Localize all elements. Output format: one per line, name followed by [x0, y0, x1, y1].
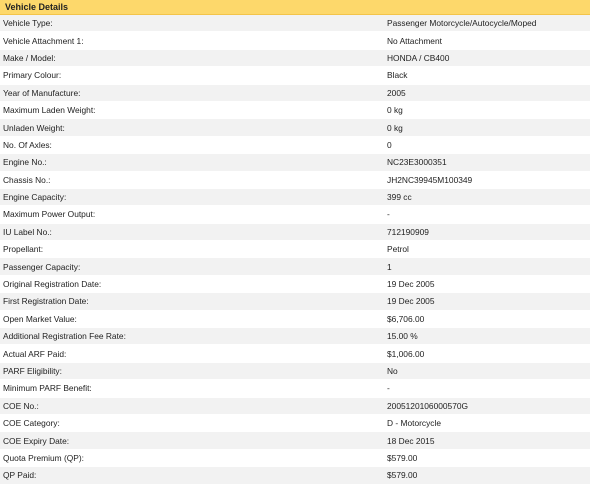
detail-label: Original Registration Date:: [3, 279, 102, 290]
detail-label: Primary Colour:: [3, 70, 62, 81]
detail-value: 399 cc: [387, 192, 412, 203]
detail-value: 2005: [387, 87, 406, 98]
detail-row: [0, 32, 590, 49]
detail-row: [0, 328, 590, 345]
detail-label: Vehicle Attachment 1:: [3, 35, 84, 46]
detail-row: [0, 67, 590, 84]
detail-row: [0, 363, 590, 380]
detail-value: No: [387, 366, 398, 376]
detail-value: Black: [387, 70, 408, 81]
detail-row: [0, 398, 590, 415]
detail-row: [0, 189, 590, 206]
detail-value: Passenger Motorcycle/Autocycle/Moped: [387, 18, 537, 29]
detail-label: IU Label No.:: [3, 226, 52, 237]
detail-value: No Attachment: [387, 35, 442, 46]
detail-label: Passenger Capacity:: [3, 261, 81, 272]
detail-value: NC23E3000351: [387, 157, 447, 168]
detail-row: [0, 15, 590, 32]
detail-label: COE Expiry Date:: [3, 435, 70, 446]
detail-row: [0, 276, 590, 293]
detail-row: [0, 345, 590, 362]
detail-value: $1,006.00: [387, 348, 425, 359]
detail-value: 712190909: [387, 226, 429, 237]
detail-label: Maximum Power Output:: [3, 209, 96, 220]
detail-row: [0, 432, 590, 449]
detail-row: [0, 119, 590, 136]
detail-label: Make / Model:: [3, 52, 56, 63]
detail-value: JH2NC39945M100349: [387, 174, 473, 185]
detail-value: 19 Dec 2005: [387, 279, 435, 290]
detail-value: 0: [387, 139, 392, 150]
detail-label: Maximum Laden Weight:: [3, 105, 96, 116]
detail-value: $579.00: [387, 452, 418, 463]
detail-row: [0, 467, 590, 484]
detail-label: Year of Manufacture:: [3, 87, 81, 98]
detail-label: Actual ARF Paid:: [3, 348, 67, 359]
detail-row: [0, 206, 590, 223]
detail-value: $6,706.00: [387, 313, 425, 324]
detail-value: -: [387, 383, 390, 394]
detail-row: [0, 241, 590, 258]
detail-label: Vehicle Type:: [3, 18, 53, 29]
detail-value: -: [387, 209, 390, 220]
detail-row: [0, 311, 590, 328]
detail-value: 0 kg: [387, 105, 403, 116]
detail-value: 1: [387, 261, 392, 272]
detail-label: Additional Registration Fee Rate:: [3, 331, 126, 342]
detail-label: First Registration Date:: [3, 296, 89, 307]
detail-row: [0, 224, 590, 241]
detail-value: D - Motorcycle: [387, 418, 441, 429]
detail-value: 0 kg: [387, 122, 403, 133]
detail-value: 2005120106000570G: [387, 400, 469, 411]
detail-label: Chassis No.:: [3, 174, 51, 185]
detail-label: Minimum PARF Benefit:: [3, 383, 92, 394]
detail-row: [0, 258, 590, 275]
detail-label: Engine No.:: [3, 157, 47, 168]
detail-row: [0, 85, 590, 102]
detail-row: [0, 450, 590, 467]
detail-row: [0, 137, 590, 154]
detail-value: 15.00 %: [387, 331, 418, 342]
detail-label: Engine Capacity:: [3, 192, 67, 203]
detail-row: [0, 50, 590, 67]
detail-label: QP Paid:: [3, 470, 37, 481]
detail-row: [0, 293, 590, 310]
detail-label: Open Market Value:: [3, 313, 77, 324]
detail-label: Quota Premium (QP):: [3, 452, 84, 463]
detail-label: PARF Eligibility:: [3, 366, 62, 376]
detail-row: [0, 172, 590, 189]
detail-row: [0, 102, 590, 119]
detail-value: Petrol: [387, 244, 409, 255]
detail-value: 18 Dec 2015: [387, 435, 435, 446]
detail-label: No. Of Axles:: [3, 139, 52, 150]
detail-label: COE Category:: [3, 418, 60, 429]
detail-label: Unladen Weight:: [3, 122, 65, 133]
details-list: [0, 15, 590, 485]
detail-label: COE No.:: [3, 400, 39, 411]
panel-title: Vehicle Details: [5, 2, 69, 12]
detail-value: HONDA / CB400: [387, 52, 450, 63]
detail-row: [0, 380, 590, 397]
detail-row: [0, 415, 590, 432]
detail-row: [0, 154, 590, 171]
detail-value: 19 Dec 2005: [387, 296, 435, 307]
detail-value: $579.00: [387, 470, 418, 481]
detail-label: Propellant:: [3, 244, 44, 255]
panel-header: [0, 0, 590, 15]
